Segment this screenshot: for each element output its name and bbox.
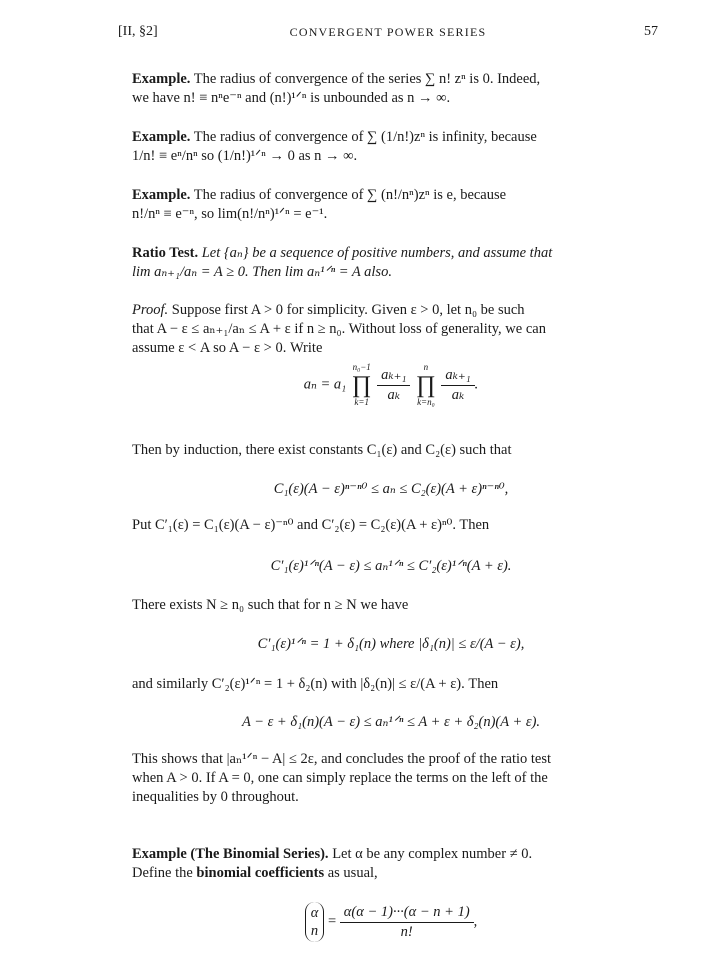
ratio-test-label: Ratio Test. [132,245,199,261]
example-text-line: we have n! ≡ nⁿe⁻ⁿ and (n!)¹ᐟⁿ is unbounded as n → ∞. [132,90,451,106]
binomial-fraction [340,903,474,942]
ratio-test-statement [132,244,650,282]
fraction-numerator: aₖ₊₁ [377,366,410,386]
proof-line: when A > 0. If A = 0, one can simply replace the terms on the left of the [132,770,548,786]
proof-line: inequalities by 0 throughout. [132,789,299,805]
proof-line: Put C′₁(ε) = C₁(ε)(A − ε)⁻ⁿ⁰ and C′₂(ε) = C₂(ε)(A + ε)ⁿ⁰. Then [132,517,490,533]
ratio-test-line: lim aₙ₊₁/aₙ = A ≥ 0. Then lim aₙ¹ᐟⁿ = A also. [132,264,392,280]
fraction-denominator: aₖ [387,386,401,403]
fraction-numerator: α(α − 1)···(α − n + 1) [340,903,474,923]
product-upper-limit: n₀−1 [352,362,371,372]
product-lower-limit: k=n₀ [417,397,435,407]
product-lower-limit: k=1 [354,397,369,407]
proof-line: This shows that |aₙ¹ᐟⁿ − A| ≤ 2ε, and concludes the proof of the ratio test [132,751,552,767]
example-label: Example (The Binomial Series). [132,846,329,862]
example-text-line: The radius of convergence of the series ∑ n! zⁿ is 0. Indeed, [193,71,541,87]
example-label: Example. [132,71,191,87]
equation-text: A − ε + δ₁(n)(A − ε) ≤ aₙ¹ᐟⁿ ≤ A + ε + δ₂(n)(A + ε). [241,714,541,730]
put-sentence [132,516,650,535]
proof-label: Proof. [132,302,169,318]
proof-line: There exists N ≥ n₀ such that for n ≥ N we have [132,597,409,613]
proof-line: assume ε < A so A − ε > 0. Write [132,340,323,356]
example-text-line: Let α be any complex number ≠ 0. [332,846,533,862]
fraction-denominator: n! [400,923,413,940]
equation-delta-one [132,635,650,654]
example-text-line: The radius of convergence of ∑ (1/n!)zⁿ is infinity, because [193,129,537,145]
product-upper-limit: n [423,362,429,372]
equation-final-bounds [132,713,650,732]
example-text-line: n!/nⁿ ≡ e⁻ⁿ, so lim(n!/nⁿ)¹ᐟⁿ = e⁻¹. [132,206,328,222]
ratio-fraction [441,366,474,405]
example-exponential-series [132,128,650,166]
similarly-sentence [132,675,650,694]
section-reference: [II, §2] [118,24,158,39]
equation-root-bounds [132,557,650,576]
equals-sign: = [327,913,337,930]
binomial-coefficients-term: binomial coefficients [196,865,325,881]
there-exists-sentence [132,596,650,615]
proof-conclusion [132,750,650,807]
ratio-fraction [377,366,410,405]
example-label: Example. [132,187,191,203]
equation-text: C′₁(ε)¹ᐟⁿ = 1 + δ₁(n) where |δ₁(n)| ≤ ε/(A − ε), [257,636,525,652]
binomial-symbol [305,902,325,942]
equation-text: C′₁(ε)¹ᐟⁿ(A − ε) ≤ aₙ¹ᐟⁿ ≤ C′₂(ε)¹ᐟⁿ(A + ε). [270,558,512,574]
binomial-series-example [132,845,650,883]
proof-line: that A − ε ≤ aₙ₊₁/aₙ ≤ A + ε if n ≥ n₀. Without loss of generality, we can [132,321,546,337]
running-header [118,22,658,42]
example-text-line: The radius of convergence of ∑ (n!/nⁿ)zⁿ is e, because [193,187,507,203]
running-title: CONVERGENT POWER SERIES [289,25,487,39]
binomial-bottom: n [310,923,319,939]
fraction-numerator: aₖ₊₁ [441,366,474,386]
binomial-top: α [310,905,319,921]
induction-sentence [132,441,650,460]
equation-bounds [132,480,650,499]
product-symbol: n ∏ k=n₀ [416,362,436,407]
proof-intro [132,301,650,358]
example-factorial-over-power [132,186,650,224]
fraction-denominator: aₖ [451,386,465,403]
equation-product-expansion [132,362,650,408]
equation-tail: . [474,376,479,393]
example-text-line: Define the [132,865,193,881]
proof-line: Suppose first A > 0 for simplicity. Given ε > 0, let n₀ be such [171,302,525,318]
equation-binomial-coefficient [132,902,650,942]
proof-line: Then by induction, there exist constants C₁(ε) and C₂(ε) such that [132,442,512,458]
example-factorial-series [132,70,650,108]
example-text-line: 1/n! ≡ eⁿ/nⁿ so (1/n!)¹ᐟⁿ → 0 as n → ∞. [132,148,358,164]
page-number: 57 [644,24,658,39]
example-text-line: as usual, [327,865,378,881]
equation-tail: , [473,913,478,930]
ratio-test-line: Let {aₙ} be a sequence of positive numbers, and assume that [201,245,553,261]
equation-text: C₁(ε)(A − ε)ⁿ⁻ⁿ⁰ ≤ aₙ ≤ C₂(ε)(A + ε)ⁿ⁻ⁿ⁰, [273,481,509,497]
equation-lhs: aₙ = a₁ [303,376,347,393]
proof-line: and similarly C′₂(ε)¹ᐟⁿ = 1 + δ₂(n) with |δ₂(n)| ≤ ε/(A + ε). Then [132,676,499,692]
example-label: Example. [132,129,191,145]
product-symbol: n₀−1 ∏ k=1 [351,362,372,407]
